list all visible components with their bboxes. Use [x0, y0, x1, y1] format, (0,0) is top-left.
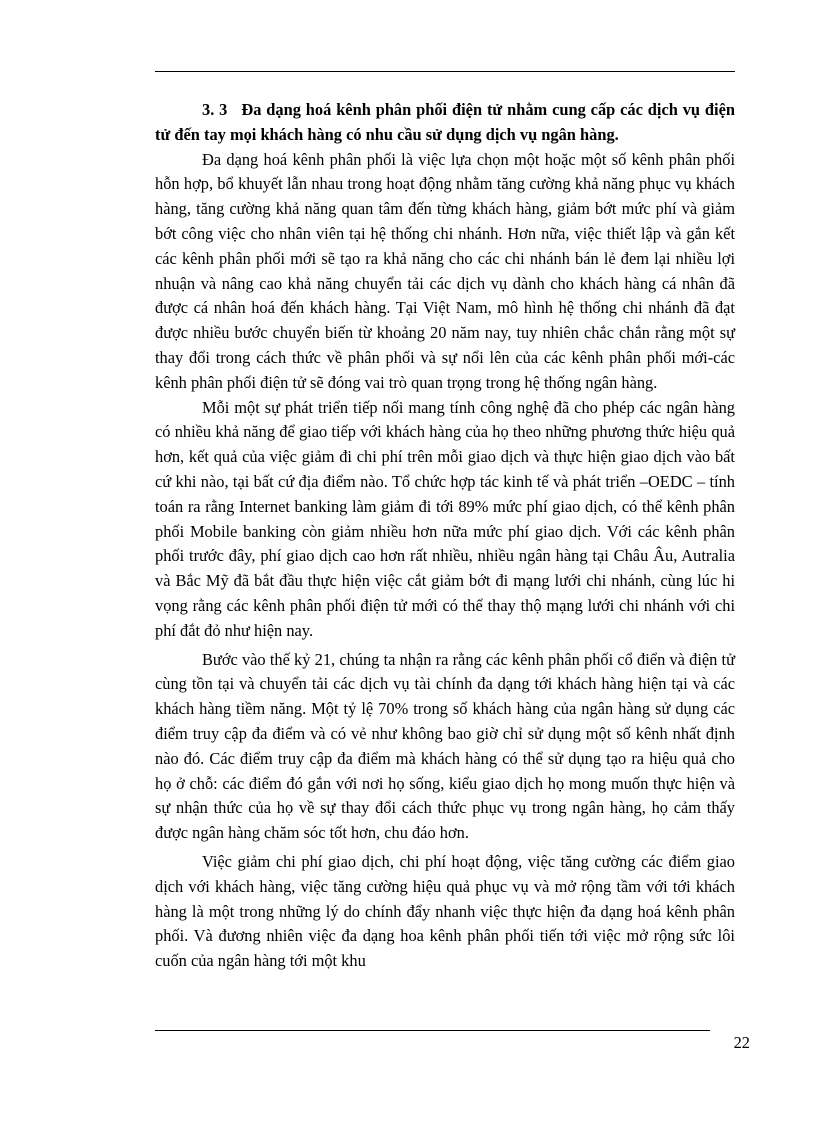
paragraph-1: Đa dạng hoá kênh phân phối là việc lựa chọn một hoặc một số kênh phân phối hỗn hợp, bổ khuyết lẫn nhau trong hoạt động nhằm tăng cường khả năng phục vụ khách hàng, tăng cường khả năng quan tâm đến từng khách hàng, giảm bớt mức phí và giảm bớt công việc cho nhân viên tại hệ thống chi nhánh. Hơn nữa, việc thiết lập và gắn kết các kênh phân phối mới sẽ tạo ra khả năng cho các chi nhánh bán lẻ đem lại nhiều lợi nhuận và nâng cao khả năng chuyển tải các dịch vụ dành cho khách hàng cá nhân đã được cá nhân hoá đến khách hàng. Tại Việt Nam, mô hình hệ thống chi nhánh đã đạt được nhiều bước chuyển biến từ khoảng 20 năm nay, tuy nhiên chắc chắn rằng một sự thay đổi trong cách thức về phân phối và sự nổi lên của các kênh phân phối mới-các kênh phân phối điện tử sẽ đóng vai trò quan trọng trong hệ thống ngân hàng.	[155, 149, 735, 392]
page-content	[155, 98, 735, 974]
footer-rule	[155, 1030, 710, 1031]
paragraph-3: Bước vào thế kỷ 21, chúng ta nhận ra rằng các kênh phân phối cổ điển và điện tử cùng tồn tại và chuyển tải các dịch vụ tài chính đa dạng tới khách hàng hiện tại và các khách hàng tiềm năng. Một tỷ lệ 70% trong số khách hàng của ngân hàng sử dụng các điểm truy cập đa điểm và có vẻ như không bao giờ chỉ sử dụng một số kênh nhất định nào đó. Các điểm truy cập đa điểm mà khách hàng có thể sử dụng tạo ra hiệu quả cho họ ở chỗ: các điểm đó gắn với nơi họ sống, kiểu giao dịch họ mong muốn thực hiện và sự nhận thức của họ về sự thay đổi cách thức phục vụ trong ngân hàng, họ cảm thấy được ngân hàng chăm sóc tốt hơn, chu đáo hơn.	[155, 649, 735, 843]
header-rule	[155, 71, 735, 72]
section-title: Đa dạng hoá kênh phân phối điện tử nhằm cung cấp các dịch vụ điện tử đến tay mọi khách hàng có nhu cầu sử dụng dịch vụ ngân hàng.	[155, 100, 735, 144]
paragraph-2: Mỗi một sự phát triển tiếp nối mang tính công nghệ đã cho phép các ngân hàng có nhiều khả năng để giao tiếp với khách hàng của họ theo những phương thức hiệu quả hơn, kết quả của việc giảm đi chi phí trên mỗi giao dịch và thực hiện giao dịch vào bất cứ khi nào, tại bất cứ địa điểm nào. Tổ chức hợp tác kinh tế và phát triển –OEDC – tính toán ra rằng Internet banking làm giảm đi tới 89% mức phí giao dịch, có thể kênh phân phối Mobile banking còn giảm nhiều hơn nữa mức phí giao dịch. Với các kênh phân phối trước đây, phí giao dịch cao hơn rất nhiều, nhiều ngân hàng tại Châu Âu, Autralia và Bắc Mỹ đã bắt đầu thực hiện việc cắt giảm bớt đi mạng lưới chi nhánh, cùng lúc hi vọng rằng các kênh phân phối điện tử mới có thể thay thộ mạng lưới chi nhánh với chi phí đắt đỏ như hiện nay.	[155, 397, 735, 640]
page-number: 22	[733, 1033, 750, 1052]
section-heading	[155, 98, 735, 148]
section-number: 3. 3	[202, 100, 228, 119]
paragraph-4: Việc giảm chi phí giao dịch, chi phí hoạt động, việc tăng cường các điểm giao dịch với khách hàng, việc tăng cường hiệu quả phục vụ và mở rộng tầm với tới khách hàng là một trong những lý do chính đẩy nhanh việc thực hiện đa dạng hoá kênh phân phối. Và đương nhiên việc đa dạng hoa kênh phân phối tiến tới việc mở rộng sức lôi cuốn của ngân hàng tới một khu	[155, 851, 735, 971]
